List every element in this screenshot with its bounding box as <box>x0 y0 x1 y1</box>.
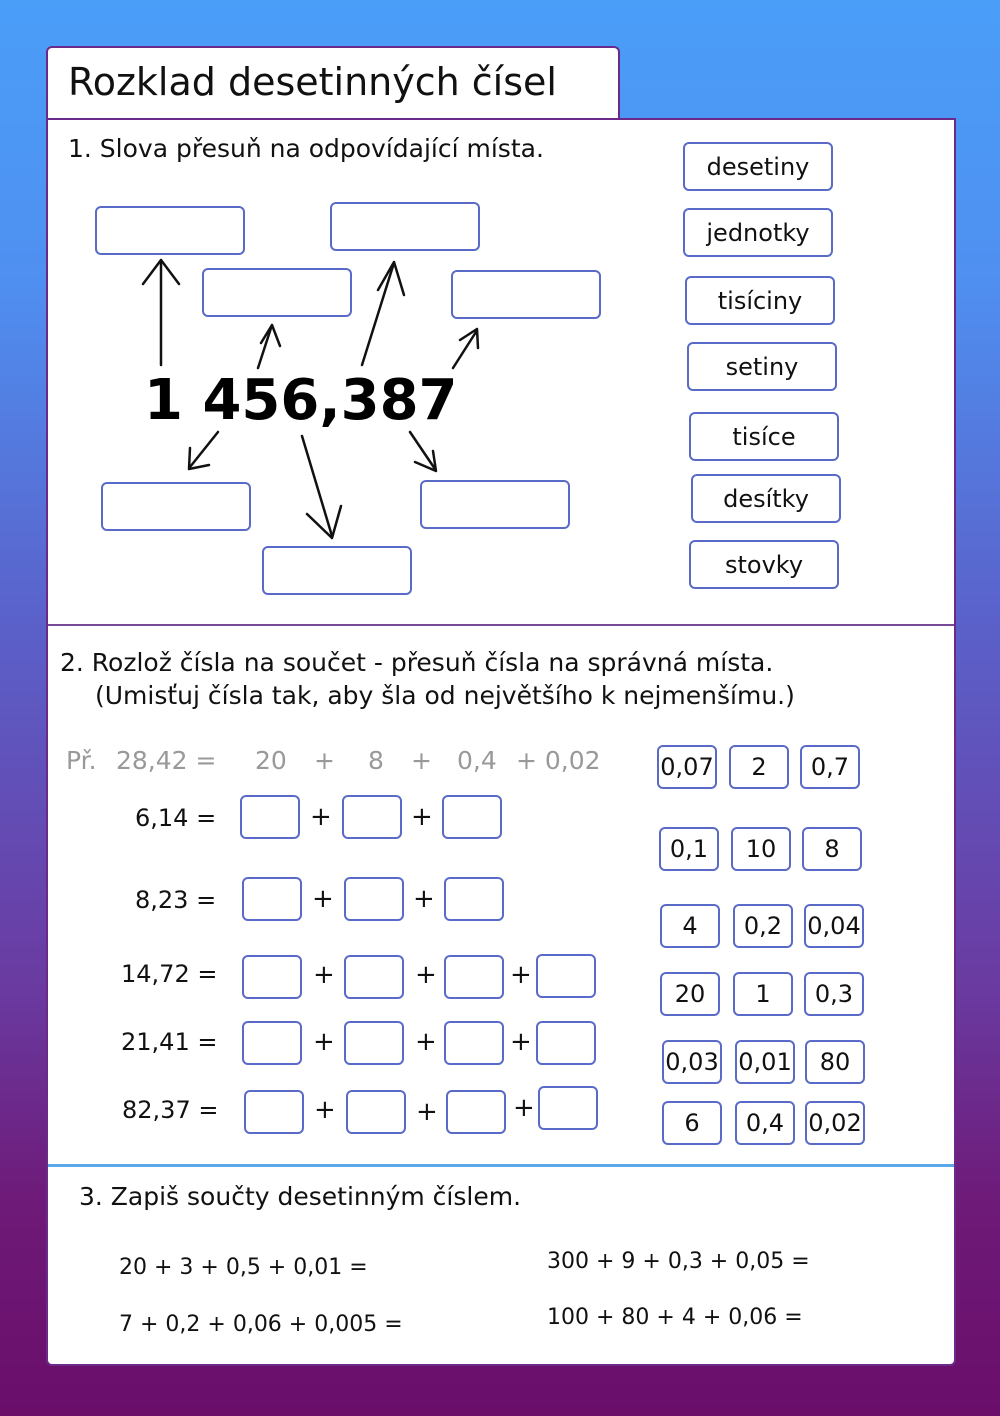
number-chip[interactable]: 8 <box>802 827 862 871</box>
number-chip[interactable]: 0,04 <box>804 904 864 948</box>
plus-sign: + <box>314 1095 336 1125</box>
plus-sign: + <box>510 1027 532 1057</box>
sum-expression: 100 + 80 + 4 + 0,06 = <box>547 1305 803 1330</box>
decompose-number-label: 6,14 = <box>135 804 217 832</box>
decompose-number-label: 21,41 = <box>121 1028 218 1056</box>
word-chip-desitky[interactable]: desítky <box>691 474 841 523</box>
example-number: 28,42 = <box>116 746 217 775</box>
word-chip-desetiny[interactable]: desetiny <box>683 142 833 191</box>
answer-slot[interactable] <box>342 795 402 839</box>
example-plus: + <box>314 746 335 775</box>
example-part: 0,4 <box>457 746 497 775</box>
decompose-number-label: 8,23 = <box>135 886 217 914</box>
answer-slot[interactable] <box>444 1021 504 1065</box>
answer-slot[interactable] <box>242 1021 302 1065</box>
number-chip[interactable]: 1 <box>733 972 793 1016</box>
sum-expression: 20 + 3 + 0,5 + 0,01 = <box>119 1255 368 1280</box>
plus-sign: + <box>513 1093 535 1123</box>
word-chip-jednotky[interactable]: jednotky <box>683 208 833 257</box>
plus-sign: + <box>510 960 532 990</box>
example-plus: + <box>411 746 432 775</box>
section1-heading: 1. Slova přesuň na odpovídající místa. <box>68 134 544 163</box>
word-chip-setiny[interactable]: setiny <box>687 342 837 391</box>
plus-sign: + <box>312 884 334 914</box>
plus-sign: + <box>313 1027 335 1057</box>
number-chip[interactable]: 0,01 <box>735 1040 795 1084</box>
plus-sign: + <box>416 1097 438 1127</box>
word-chip-tisiciny[interactable]: tisíciny <box>685 276 835 325</box>
answer-slot[interactable] <box>344 955 404 999</box>
number-to-decompose: 1 456,387 <box>144 368 458 433</box>
number-chip[interactable]: 0,07 <box>657 745 717 789</box>
section3-heading: 3. Zapiš součty desetinným číslem. <box>79 1182 522 1211</box>
arrow-to-hundreds-icon <box>258 325 280 368</box>
answer-slot[interactable] <box>244 1090 304 1134</box>
answer-slot[interactable] <box>442 795 502 839</box>
number-chip[interactable]: 2 <box>729 745 789 789</box>
answer-slot[interactable] <box>344 877 404 921</box>
plus-sign: + <box>313 960 335 990</box>
arrow-to-tens-icon <box>189 432 218 469</box>
decompose-number-label: 82,37 = <box>122 1096 219 1124</box>
word-chip-stovky[interactable]: stovky <box>689 540 839 589</box>
section-divider <box>48 624 954 626</box>
plus-sign: + <box>413 884 435 914</box>
answer-slot[interactable] <box>242 877 302 921</box>
sum-expression: 300 + 9 + 0,3 + 0,05 = <box>547 1249 810 1274</box>
plus-sign: + <box>411 802 433 832</box>
arrows-diagram <box>0 0 1000 640</box>
number-chip[interactable]: 10 <box>731 827 791 871</box>
number-chip[interactable]: 0,3 <box>804 972 864 1016</box>
plus-sign: + <box>415 1027 437 1057</box>
number-chip[interactable]: 80 <box>805 1040 865 1084</box>
plus-sign: + <box>310 802 332 832</box>
number-chip[interactable]: 4 <box>660 904 720 948</box>
answer-slot[interactable] <box>344 1021 404 1065</box>
word-chip-tisice[interactable]: tisíce <box>689 412 839 461</box>
section2-subheading: (Umisťuj čísla tak, aby šla od největšího k nejmenšímu.) <box>95 681 795 710</box>
sum-expression: 7 + 0,2 + 0,06 + 0,005 = <box>119 1312 403 1337</box>
example-prefix: Př. <box>66 746 97 775</box>
arrow-to-hundredths-icon <box>302 436 341 538</box>
example-part: 20 <box>255 746 287 775</box>
section-divider <box>48 1164 954 1167</box>
number-chip[interactable]: 0,7 <box>800 745 860 789</box>
number-chip[interactable]: 0,02 <box>805 1101 865 1145</box>
decompose-number-label: 14,72 = <box>121 960 218 988</box>
arrow-to-thousands-icon <box>143 260 179 365</box>
arrow-to-units-icon <box>362 262 404 365</box>
answer-slot[interactable] <box>536 954 596 998</box>
answer-slot[interactable] <box>346 1090 406 1134</box>
example-part: + 0,02 <box>516 746 601 775</box>
answer-slot[interactable] <box>444 877 504 921</box>
page-title: Rozklad desetinných čísel <box>68 60 557 104</box>
answer-slot[interactable] <box>538 1086 598 1130</box>
number-chip[interactable]: 6 <box>662 1101 722 1145</box>
number-chip[interactable]: 0,1 <box>659 827 719 871</box>
arrow-to-tenths-icon <box>453 329 478 368</box>
example-part: 8 <box>368 746 384 775</box>
number-chip[interactable]: 0,2 <box>733 904 793 948</box>
answer-slot[interactable] <box>240 795 300 839</box>
answer-slot[interactable] <box>242 955 302 999</box>
answer-slot[interactable] <box>536 1021 596 1065</box>
number-chip[interactable]: 0,03 <box>662 1040 722 1084</box>
number-chip[interactable]: 20 <box>660 972 720 1016</box>
arrow-to-thousandths-icon <box>410 432 436 471</box>
answer-slot[interactable] <box>444 955 504 999</box>
section2-heading: 2. Rozlož čísla na součet - přesuň čísla na správná místa. <box>60 648 774 677</box>
number-chip[interactable]: 0,4 <box>735 1101 795 1145</box>
answer-slot[interactable] <box>446 1090 506 1134</box>
plus-sign: + <box>415 960 437 990</box>
